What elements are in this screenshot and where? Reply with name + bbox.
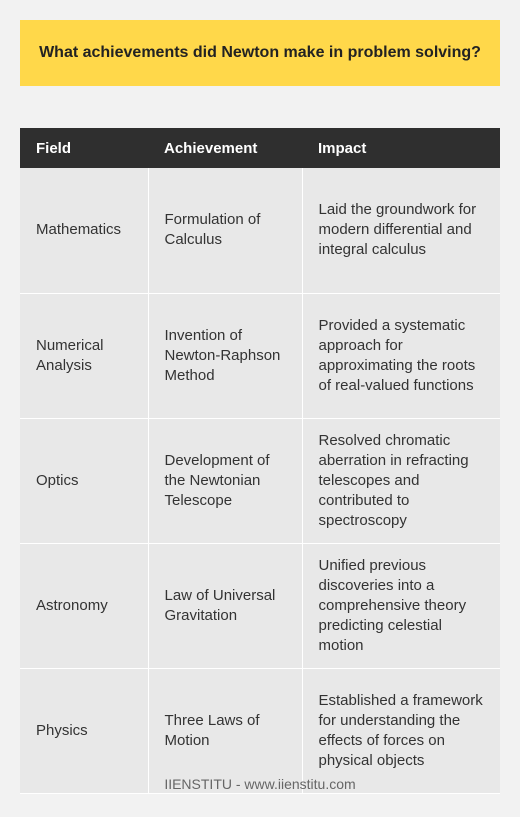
page-title: What achievements did Newton make in problem solving? xyxy=(39,44,481,61)
cell-impact: Laid the groundwork for modern differential and integral calculus xyxy=(302,168,500,293)
cell-impact: Established a framework for understanding the effects of forces on physical objects xyxy=(302,668,500,793)
cell-achievement: Development of the Newtonian Telescope xyxy=(148,418,302,543)
cell-impact: Resolved chromatic aberration in refracting telescopes and contributed to spectroscopy xyxy=(302,418,500,543)
cell-field: Physics xyxy=(20,668,148,793)
cell-impact: Unified previous discoveries into a comprehensive theory predicting celestial motion xyxy=(302,543,500,668)
header-achievement: Achievement xyxy=(148,128,302,168)
achievements-table xyxy=(20,128,500,794)
header-field: Field xyxy=(20,128,148,168)
cell-achievement: Formulation of Calculus xyxy=(148,168,302,293)
cell-field: Mathematics xyxy=(20,168,148,293)
cell-achievement: Law of Universal Gravitation xyxy=(148,543,302,668)
header-impact: Impact xyxy=(302,128,500,168)
table-row xyxy=(20,668,500,793)
table-row xyxy=(20,168,500,293)
cell-field: Numerical Analysis xyxy=(20,293,148,418)
table-row xyxy=(20,418,500,543)
cell-impact: Provided a systematic approach for approximating the roots of real-valued functions xyxy=(302,293,500,418)
table-row xyxy=(20,543,500,668)
cell-achievement: Invention of Newton-Raphson Method xyxy=(148,293,302,418)
cell-achievement: Three Laws of Motion xyxy=(148,668,302,793)
cell-field: Optics xyxy=(20,418,148,543)
cell-field: Astronomy xyxy=(20,543,148,668)
table-header-row xyxy=(20,128,500,168)
footer-credit: IIENSTITU - www.iienstitu.com xyxy=(164,776,356,792)
table-row xyxy=(20,293,500,418)
title-banner xyxy=(20,20,500,86)
